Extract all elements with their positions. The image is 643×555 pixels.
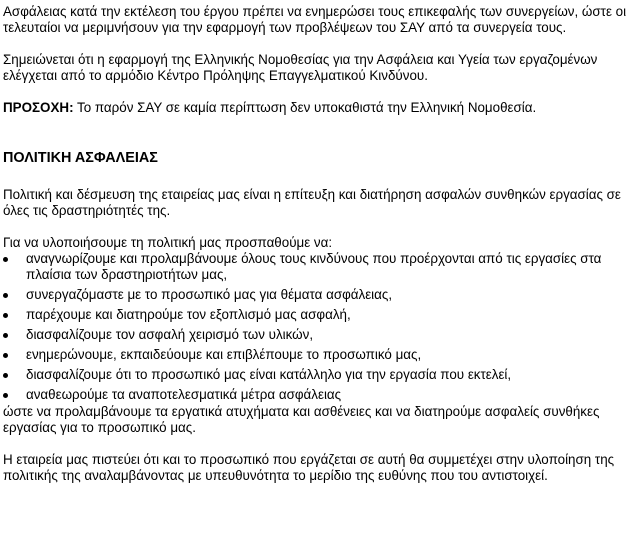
- list-item: [3, 387, 639, 403]
- list-item: [3, 367, 639, 383]
- list-item: [3, 251, 639, 283]
- section-title: ΠΟΛΙΤΙΚΗ ΑΣΦΑΛΕΙΑΣ: [3, 150, 158, 166]
- warning-note: [3, 100, 639, 116]
- bullet-icon: [3, 257, 8, 262]
- legislation-paragraph: Σημειώνεται ότι η εφαρμογή της Ελληνικής Νομοθεσίας για την Ασφάλεια και Υγεία των εργαζομένων ελέγχεται από το αρμόδιο Κέντρο Πρόληψης Επαγγελματικού Κινδύνου.: [3, 52, 598, 83]
- warning-note-text: Το παρόν ΣΑΥ σε καμία περίπτωση δεν υποκαθιστά την Ελληνική Νομοθεσία.: [73, 100, 537, 115]
- list-item-text: παρέχουμε και διατηρούμε τον εξοπλισμό μας ασφαλή,: [26, 307, 351, 322]
- bullet-icon: [3, 313, 8, 318]
- list-item-text: διασφαλίζουμε τον ασφαλή χειρισμό των υλικών,: [26, 327, 314, 342]
- list-item-text: συνεργαζόμαστε με το προσωπικό μας για θέματα ασφάλειας,: [26, 287, 393, 302]
- bullet-icon: [3, 373, 8, 378]
- list-item-text: αναθεωρούμε τα αναποτελεσματικά μέτρα ασφάλειας: [26, 387, 342, 402]
- list-item: [3, 347, 639, 363]
- list-item: [3, 307, 639, 323]
- list-item-text: ενημερώνουμε, εκπαιδεύουμε και επιβλέπουμε το προσωπικό μας,: [26, 347, 422, 362]
- warning-note-label: ΠΡΟΣΟΧΗ:: [3, 100, 74, 115]
- bullet-icon: [3, 353, 8, 358]
- list-item-text: διασφαλίζουμε ότι το προσωπικό μας είναι κατάλληλο για την εργασία που εκτελεί,: [26, 367, 512, 382]
- bullet-icon: [3, 333, 8, 338]
- list-item: [3, 327, 639, 343]
- list-conclusion: ώστε να προλαμβάνουμε τα εργατικά ατυχήματα και ασθένειες και να διατηρούμε ασφαλείς συνθήκες εργασίας για το προσωπικό μας.: [3, 404, 600, 435]
- list-item: [3, 287, 639, 303]
- bullet-icon: [3, 393, 8, 398]
- bullet-icon: [3, 293, 8, 298]
- list-intro: Για να υλοποιήσουμε τη πολιτική μας προσπαθούμε να:: [3, 235, 333, 250]
- commitments-list: [3, 251, 639, 403]
- list-item-text: αναγνωρίζουμε και προλαμβάνουμε όλους τους κινδύνους που προέρχονται από τις εργασίες στα πλαίσια των δραστηριοτήτων μας,: [26, 251, 602, 282]
- policy-paragraph: Πολιτική και δέσμευση της εταιρείας μας είναι η επίτευξη και διατήρηση ασφαλών συνθηκών εργασίας σε όλες τις δραστηριότητές της.: [3, 187, 621, 218]
- intro-paragraph: Ασφάλειας κατά την εκτέλεση του έργου πρέπει να ενημερώσει τους επικεφαλής των συνεργείων, ώστε οι τελευταίοι να μεριμνήσουν για την εφαρμογή των προβλέψεων του ΣΑΥ από τα συνεργεία τους.: [3, 4, 627, 35]
- closing-paragraph: Η εταιρεία μας πιστεύει ότι και το προσωπικό που εργάζεται σε αυτή θα συμμετέχει στην υλοποίηση της πολιτικής της αναλαμβάνοντας με υπευθυνότητα το μερίδιο της ευθύνης που του αντιστοιχεί.: [3, 452, 615, 483]
